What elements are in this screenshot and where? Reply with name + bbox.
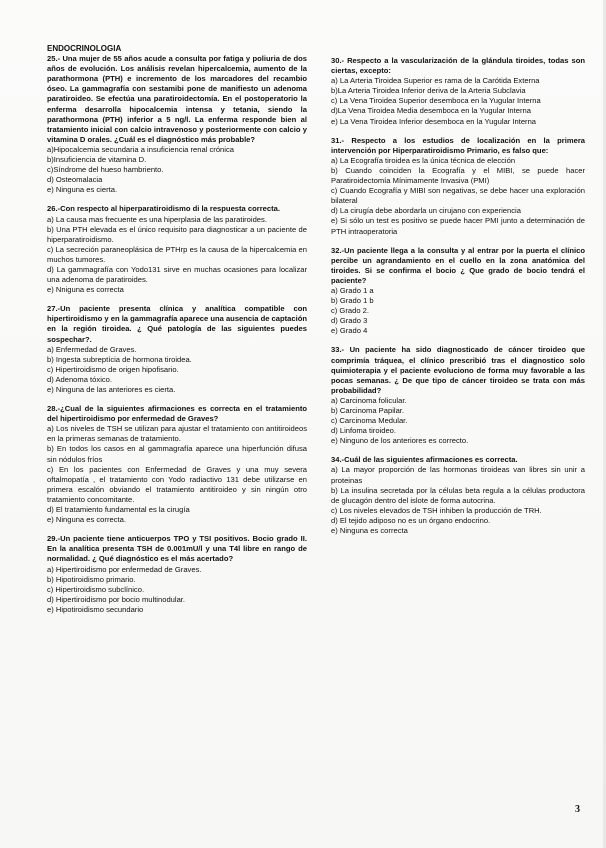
question-text: 28.-¿Cual de la siguientes afirmaciones es correcta en el tratamiento del hipertiroidismo por enfermedad de Graves? (47, 404, 307, 424)
question-text: 31.- Respecto a los estudios de localización en la primera intervención por Hiperparatiroidismo Primario, es falso que: (331, 135, 585, 155)
answer-option: c) Los niveles elevados de TSH inhiben la producción de TRH. (331, 505, 542, 515)
answer-option: a)Hipocalcemia secundaria a insuficiencia renal crónica (47, 144, 234, 154)
answer-option: d) El tratamiento fundamental es la cirugía (47, 505, 190, 515)
answer-option: c) Grado 2. (331, 306, 369, 316)
answer-option: c)Síndrome del hueso hambriento. (47, 165, 164, 175)
answer-option: e) Si sólo un test es positivo se puede hacer PMI junto a determinación de PTH intraoperatoria (331, 216, 585, 236)
question-text: 27.-Un paciente presenta clínica y analítica compatible con hipertiroidismo y en la gammagrafía aparece una ausencia de captación en la región tiroidea. ¿ Qué patología de las siguientes puedes sospechar?. (47, 304, 307, 344)
left-question-list (47, 54, 307, 615)
answer-option: c) Hipertiroidismo de origen hipofisario. (47, 364, 179, 374)
question-text: 30.- Respecto a la vascularización de la glándula tiroides, todas son ciertas, excepto: (331, 56, 585, 76)
answer-option: d) Hipertiroidismo por bocio multinodular. (47, 594, 186, 604)
question-block (331, 246, 585, 337)
right-column (331, 56, 585, 545)
answer-option: b) Cuando coinciden la Ecografía y el MIBI, se puede hacer Paratiroidectomía Mínimamente Invasiva (PMI) (331, 165, 585, 186)
answer-option: d) Grado 3 (331, 316, 368, 326)
question-text: 32.-Un paciente llega a la consulta y al entrar por la puerta el clínico percibe un agrandamiento en el cuello en la zona anatómica del tiroides. Si se confirma el bocio ¿ Que grado de bocio tendrá el paciente? (331, 245, 585, 285)
answer-option: c) La Vena Tiroidea Superior desemboca en la Yugular Interna (331, 96, 541, 106)
question-text: 26.-Con respecto al hiperparatiroidismo di la respuesta correcta. (47, 204, 280, 214)
answer-option: a) Enfermedad de Graves. (47, 344, 137, 354)
answer-option: e) Ninguna de las anteriores es cierta. (47, 385, 176, 394)
answer-option: b) Grado 1 b (331, 296, 374, 306)
question-block (331, 455, 585, 536)
answer-option: c) La secreción paraneoplásica de PTHrp es la causa de la hipercalcemia en muchos tumores. (47, 244, 307, 264)
section-title: ENDOCRINOLOGIA (47, 44, 122, 53)
question-text: 25.- Una mujer de 55 años acude a consulta por fatiga y poliuria de dos años de evolución. Los análisis revelan hipercalcemia, aumento de la parathormona (PTH) e incremento de los marcadores del recambio óseo. La gammagrafía con sestamibi pone de manifiesto un adenoma paratiroideo. Se efectúa una paratiroidectomía. En el postoperatorio la enferma desarrolla hipocalcemia intensa y tetania, siendo la parathormona (PTH) inferior a 5 ng/l. La enferma responde bien al tratamiento inicial con calcio intravenoso y posteriormente con calcio y vitamina D orales. ¿Cuál es el diagnóstico más probable? (47, 54, 307, 144)
answer-option: d) El tejido adiposo no es un órgano endocrino. (331, 515, 491, 525)
question-text: 33.- Un paciente ha sido diagnosticado de cáncer tiroideo que comprimía tráquea, el clínico prescribió tras el diagnostico solo quimioterapia y el paciente evoluciono de forma muy favorable a las pocas semanas. ¿ De que tipo de cáncer tiroideo se trata con más probabilidad? (331, 345, 585, 395)
question-block (47, 534, 307, 615)
question-block (47, 204, 307, 295)
question-block (47, 54, 307, 195)
answer-option: d)La Vena Tiroidea Media desemboca en la Yugular Interna (331, 106, 531, 116)
answer-option: c) Cuando Ecografía y MIBI son negativas, se debe hacer una exploración bilateral (331, 186, 585, 206)
answer-option: a) Carcinoma folicular. (331, 395, 407, 405)
answer-option: e) Hipotiroidismo secundario (47, 604, 144, 614)
answer-option: a) Los niveles de TSH se utilizan para ajustar el tratamiento con antitiroideos en la primeras semanas de tratamiento. (47, 424, 307, 444)
answer-option: c) Carcinoma Medular. (331, 416, 408, 426)
answer-option: b)Insuficiencia de vitamina D. (47, 155, 147, 165)
answer-option: a) La Arteria Tiroidea Superior es rama de la Carótida Externa (331, 76, 540, 86)
answer-option: d) Adenoma tóxico. (47, 374, 113, 384)
right-question-list (331, 56, 585, 536)
answer-option: b) Carcinoma Papilar. (331, 406, 405, 415)
page-number: 3 (575, 804, 580, 815)
question-block (47, 304, 307, 395)
answer-option: a) La causa mas frecuente es una hiperplasia de las paratiroides. (47, 214, 267, 224)
answer-option: d) Osteomalacia (47, 175, 103, 185)
question-block (47, 404, 307, 525)
answer-option: d) Linfoma tiroideo. (331, 426, 397, 436)
question-text: 29.-Un paciente tiene anticuerpos TPO y TSI positivos. Bocio grado II. En la analítica presenta TSH de 0.001mU/l y una T4l libre en rango de normalidad. ¿ Qué diagnóstico es el más acertado? (47, 534, 307, 564)
answer-option: b) Hipotiroidismo primario. (47, 574, 136, 584)
answer-option: e) Ninguna es correcta. (47, 515, 126, 525)
answer-option: e) Ninguna es cierta. (47, 185, 118, 195)
answer-option: e) Grado 4 (331, 326, 368, 336)
answer-option: b)La Arteria Tiroidea Inferior deriva de la Arteria Subclavia (331, 86, 526, 96)
answer-option: e) Ninguna es correcta (331, 526, 408, 536)
answer-option: a) Hipertiroidismo por enfermedad de Graves. (47, 564, 202, 574)
answer-option: a) La Ecografía tiroidea es la única técnica de elección (331, 155, 516, 165)
answer-option: c) En los pacientes con Enfermedad de Graves y una muy severa oftalmopatía , el tratamiento con Yodo radiactivo 131 debe utilizarse en primera escalón obviando el tratamiento antitiroideo y sin ningún otro tratamiento concomitante. (47, 464, 307, 504)
question-block (331, 345, 585, 446)
question-text: 34.-Cuál de las siguientes afirmaciones es correcta. (331, 455, 518, 465)
answer-option: e) Nniguna es correcta (47, 285, 124, 295)
answer-option: b) Una PTH elevada es el único requisito para diagnosticar a un paciente de hiperparatiroidismo. (47, 224, 307, 244)
answer-option: d) La cirugía debe abordarla un cirujano con experiencia (331, 206, 521, 216)
answer-option: c) Hipertiroidismo subclínico. (47, 584, 145, 594)
question-block (331, 136, 585, 237)
answer-option: a) Grado 1 a (331, 285, 374, 295)
question-block (331, 56, 585, 127)
answer-option: e) Ninguno de los anteriores es correcto. (331, 436, 469, 446)
left-column (47, 44, 307, 624)
answer-option: a) La mayor proporción de las hormonas tiroideas van libres sin unir a proteinas (331, 465, 585, 485)
answer-option: e) La Vena Tiroidea Inferior desemboca en la Yugular Interna (331, 116, 537, 126)
answer-option: b) La insulina secretada por la células beta regula a la células productora de glucagón dentro del islote de forma autocrina. (331, 485, 585, 505)
answer-option: d) La gammagrafía con Yodo131 sirve en muchas ocasiones para localizar una adenoma de paratiroides. (47, 264, 307, 285)
answer-option: b) En todos los casos en al gammagrafía aparece una hiperfunción difusa sin nódulos fríos (47, 444, 307, 464)
answer-option: b) Ingesta subreptícia de hormona tiroidea. (47, 354, 192, 364)
